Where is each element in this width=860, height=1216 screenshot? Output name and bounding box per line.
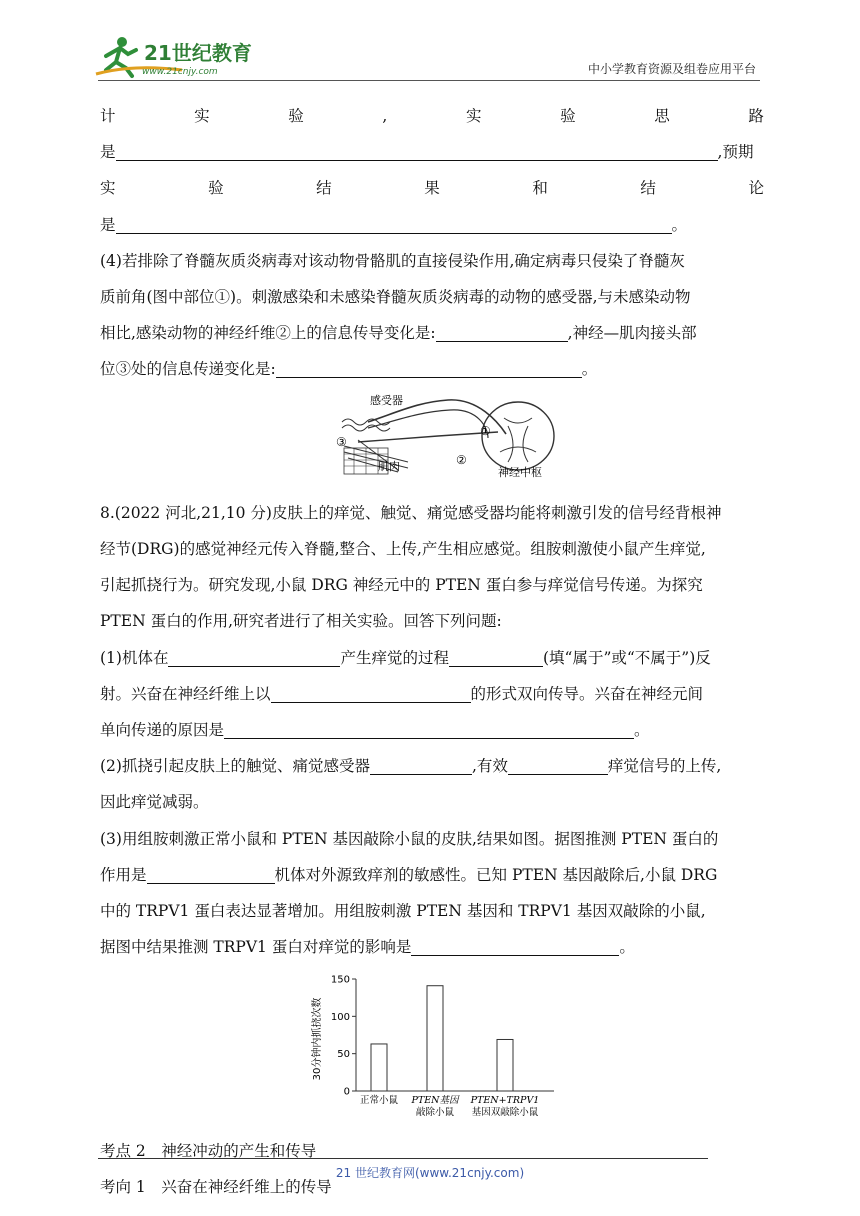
answer-blank[interactable] <box>116 211 672 234</box>
q8-line-1: 8.(2022 河北,21,10 分)皮肤上的痒觉、触觉、痛觉感受器均能将刺激引发的信号经背根神 <box>100 503 722 522</box>
answer-blank[interactable] <box>276 355 582 378</box>
logo-text: 21世纪教育 <box>144 41 252 65</box>
reflex-arc-figure <box>100 392 764 478</box>
line-2: 是 ,预期 <box>100 134 764 170</box>
q8-3-line-4: 据图中结果推测 TRPV1 蛋白对痒觉的影响是 。 <box>100 929 764 965</box>
answer-blank[interactable] <box>116 138 718 161</box>
y-axis-label: 30分钟内抓挠次数 <box>312 998 323 1081</box>
q8-3-line-1: (3)用组胺刺激正常小鼠和 PTEN 基因敲除小鼠的皮肤,结果如图。据图推测 PTEN 蛋白的 <box>100 829 719 848</box>
q4-line-1: (4)若排除了脊髓灰质炎病毒对该动物骨骼肌的直接侵染作用,确定病毒只侵染了脊髓灰 <box>100 251 685 270</box>
header-divider <box>98 80 760 81</box>
line-3: 实 验 结 果 和 结 论 <box>100 179 764 198</box>
q8-line-3: 引起抓挠行为。研究发现,小鼠 DRG 神经元中的 PTEN 蛋白参与痒觉信号传递。为探究 <box>100 576 703 595</box>
label-nerve-center: 神经中枢 <box>498 465 542 478</box>
q8-2-line-1: (2)抓挠引起皮肤上的触觉、痛觉感受器 ,有效 痒觉信号的上传, <box>100 748 764 784</box>
q4-line-2: 质前角(图中部位①)。刺激感染和未感染脊髓灰质炎病毒的动物的感受器,与未感染动物 <box>100 288 691 307</box>
answer-blank[interactable] <box>411 933 619 956</box>
site-logo <box>92 34 262 80</box>
answer-blank[interactable] <box>449 644 543 667</box>
bar-1 <box>371 1044 387 1091</box>
q4-line-3: 相比,感染动物的神经纤维②上的信息传导变化是: ,神经—肌肉接头部 <box>100 315 764 351</box>
x-category-label: 正常小鼠 <box>359 1095 399 1107</box>
answer-blank[interactable] <box>224 716 634 739</box>
q8-3-line-2: 作用是 机体对外源致痒剂的敏感性。已知 PTEN 基因敲除后,小鼠 DRG <box>100 857 764 893</box>
section-heading: 考点 2 神经冲动的产生和传导 <box>100 1141 317 1160</box>
q8-1-line-2: 射。兴奋在神经纤维上以 的形式双向传导。兴奋在神经元间 <box>100 676 764 712</box>
bar-2 <box>427 986 443 1091</box>
y-tick-label: 150 <box>330 974 350 986</box>
label-receptor: 感受器 <box>370 393 403 407</box>
mark-3: ③ <box>336 434 347 449</box>
header-platform-text: 中小学教育资源及组卷应用平台 <box>587 62 756 76</box>
x-category-label: PTEN基因 <box>411 1095 459 1107</box>
answer-blank[interactable] <box>436 319 568 342</box>
footer-divider <box>98 1158 708 1159</box>
q8-line-4: PTEN 蛋白的作用,研究者进行了相关实验。回答下列问题: <box>100 612 502 631</box>
answer-blank[interactable] <box>147 861 275 884</box>
label-muscle: 肌肉 <box>378 459 400 473</box>
answer-blank[interactable] <box>508 752 608 775</box>
mark-1: ① <box>480 423 491 438</box>
line-1: 计 实 验 , 实 验 思 路 <box>100 107 764 125</box>
answer-blank[interactable] <box>271 680 471 703</box>
q8-3-line-3: 中的 TRPV1 蛋白表达显著增加。用组胺刺激 PTEN 基因和 TRPV1 基因双敲除的小鼠, <box>100 902 706 921</box>
q4-line-4: 位③处的信息传递变化是: 。 <box>100 351 764 387</box>
y-tick-label: 0 <box>343 1086 350 1098</box>
mark-2: ② <box>456 452 467 467</box>
bar-3 <box>497 1040 513 1092</box>
footer-text: 21 世纪教育网(www.21cnjy.com) <box>335 1166 525 1180</box>
logo-url: www.21cnjy.com <box>142 67 218 77</box>
y-tick-label: 50 <box>337 1049 350 1061</box>
x-category-label: 敲除小鼠 <box>415 1107 455 1119</box>
subsection-heading: 考向 1 兴奋在神经纤维上的传导 <box>100 1177 332 1196</box>
line-4: 是 。 <box>100 207 764 243</box>
answer-blank[interactable] <box>168 644 340 667</box>
q8-1-line-3: 单向传递的原因是 。 <box>100 712 764 748</box>
answer-blank[interactable] <box>370 752 472 775</box>
page-content <box>100 98 764 1205</box>
q8-line-2: 经节(DRG)的感觉神经元传入脊髓,整合、上传,产生相应感觉。组胺刺激使小鼠产生痒觉, <box>100 540 706 559</box>
scratch-count-bar-chart <box>100 969 764 1119</box>
q8-2-line-2: 因此痒觉减弱。 <box>100 793 209 812</box>
q8-1-line-1: (1)机体在 产生痒觉的过程 (填“属于”或“不属于”)反 <box>100 640 764 676</box>
x-category-label: PTEN+TRPV1 <box>470 1095 540 1107</box>
y-tick-label: 100 <box>330 1012 350 1024</box>
x-category-label: 基因双敲除小鼠 <box>471 1107 539 1119</box>
